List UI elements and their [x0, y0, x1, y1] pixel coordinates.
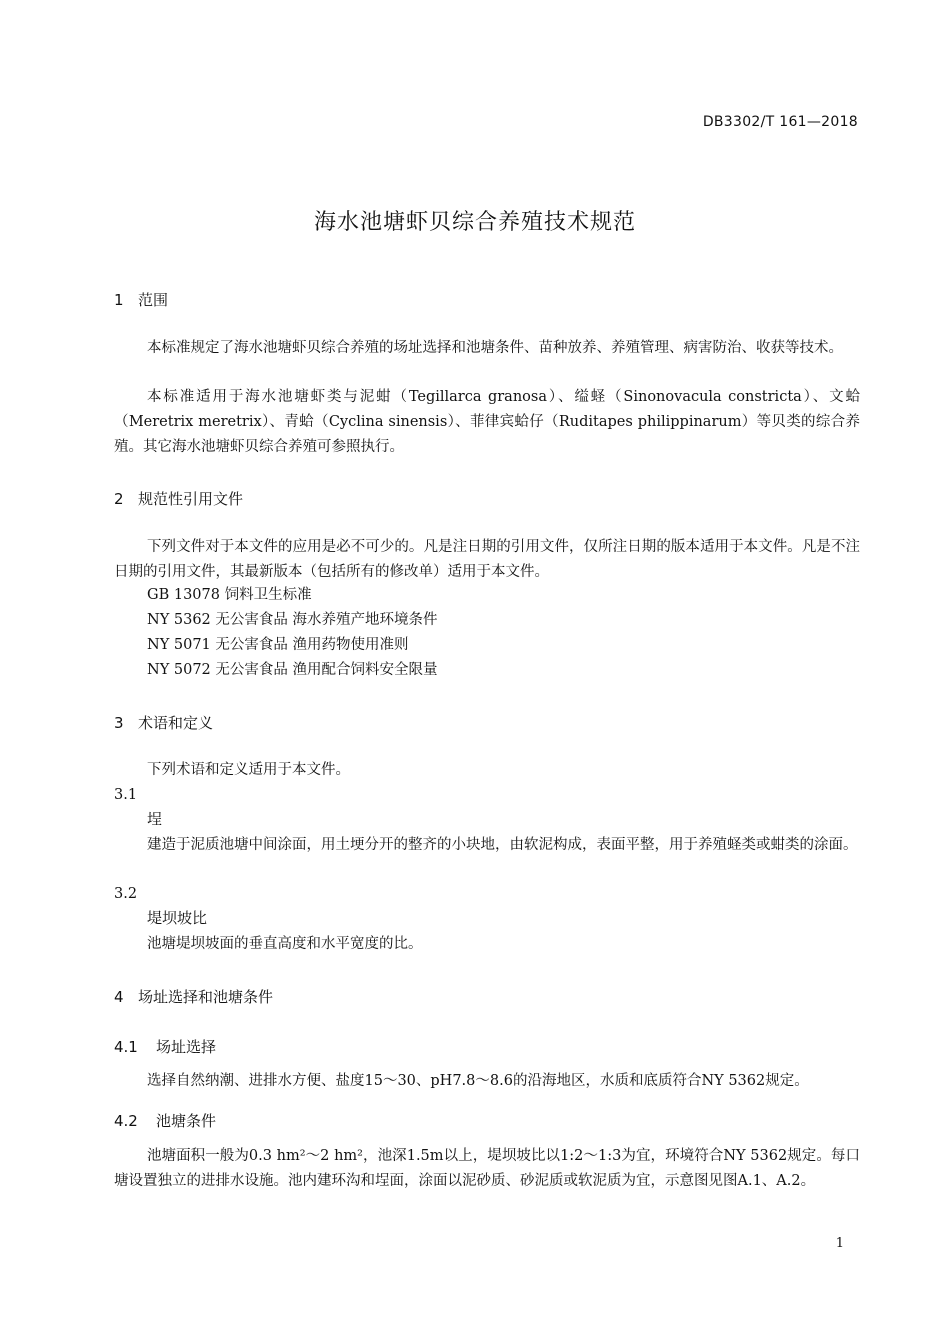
term-definition: 池塘堤坝坡面的垂直高度和水平宽度的比。 — [147, 936, 423, 952]
section-1-paragraph-1: 本标准规定了海水池塘虾贝综合养殖的场址选择和池塘条件、苗种放养、养殖管理、病害防治、收获等技术。 — [147, 340, 843, 356]
subsection-4-1-paragraph: 选择自然纳潮、进排水方便、盐度15～30、pH7.8～8.6的沿海地区，水质和底质符合NY 5362规定。 — [147, 1073, 809, 1089]
section-3-paragraph-1: 下列术语和定义适用于本文件。 — [147, 762, 350, 778]
subsection-title: 池塘条件 — [156, 1112, 217, 1130]
term-name: 堤坝坡比 — [147, 909, 208, 927]
document-title: 海水池塘虾贝综合养殖技术规范 — [313, 210, 636, 235]
section-number: 4 — [114, 988, 124, 1006]
subsection-number: 4.2 — [114, 1112, 138, 1130]
page-number: 1 — [835, 1236, 844, 1251]
section-1-paragraph-2: 本标准适用于海水池塘虾类与泥蚶（Tegillarca granosa）、缢蛏（Sinonovacula constricta）、文蛤（Meretrix meretrix）、青蛤（Cyclina sinensis）、菲律宾蛤仔（Ruditapes philippinarum）等贝类的综合养殖。其它海水池塘虾贝综合养殖可参照执行。 — [114, 389, 860, 455]
section-title: 场址选择和池塘条件 — [138, 988, 274, 1006]
document-code: DB3302/T 161—2018 — [702, 114, 858, 130]
subsection-4-1-heading — [114, 1036, 216, 1057]
section-number: 3 — [114, 714, 124, 732]
reference-item: NY 5362 无公害食品 海水养殖产地环境条件 — [147, 612, 438, 628]
section-1-heading — [114, 289, 168, 310]
section-title: 规范性引用文件 — [138, 490, 244, 508]
subsection-4-2-heading — [114, 1110, 216, 1131]
section-title: 术语和定义 — [138, 714, 214, 732]
section-4-heading — [114, 986, 273, 1007]
section-number: 1 — [114, 291, 124, 309]
reference-item: GB 13078 饲料卫生标准 — [147, 587, 312, 603]
subsection-number: 4.1 — [114, 1038, 138, 1056]
term-number: 3.2 — [114, 886, 138, 902]
section-number: 2 — [114, 490, 124, 508]
term-number: 3.1 — [114, 787, 138, 803]
subsection-title: 场址选择 — [156, 1038, 217, 1056]
section-2-paragraph-1: 下列文件对于本文件的应用是必不可少的。凡是注日期的引用文件，仅所注日期的版本适用于本文件。凡是不注日期的引用文件，其最新版本（包括所有的修改单）适用于本文件。 — [114, 539, 860, 580]
section-3-heading — [114, 712, 213, 733]
section-title: 范围 — [138, 291, 169, 309]
reference-item: NY 5071 无公害食品 渔用药物使用准则 — [147, 637, 409, 653]
section-2-heading — [114, 488, 243, 509]
subsection-4-2-paragraph: 池塘面积一般为0.3 hm²～2 hm²，池深1.5m以上，堤坝坡比以1:2～1:3为宜，环境符合NY 5362规定。每口塘设置独立的进排水设施。池内建环沟和埕面，涂面以泥砂质、砂泥质或软泥质为宜，示意图见图A.1、A.2。 — [114, 1148, 860, 1189]
reference-item: NY 5072 无公害食品 渔用配合饲料安全限量 — [147, 662, 438, 678]
term-definition: 建造于泥质池塘中间涂面，用土埂分开的整齐的小块地，由软泥构成，表面平整，用于养殖蛏类或蚶类的涂面。 — [147, 837, 858, 853]
term-name: 埕 — [147, 810, 163, 828]
